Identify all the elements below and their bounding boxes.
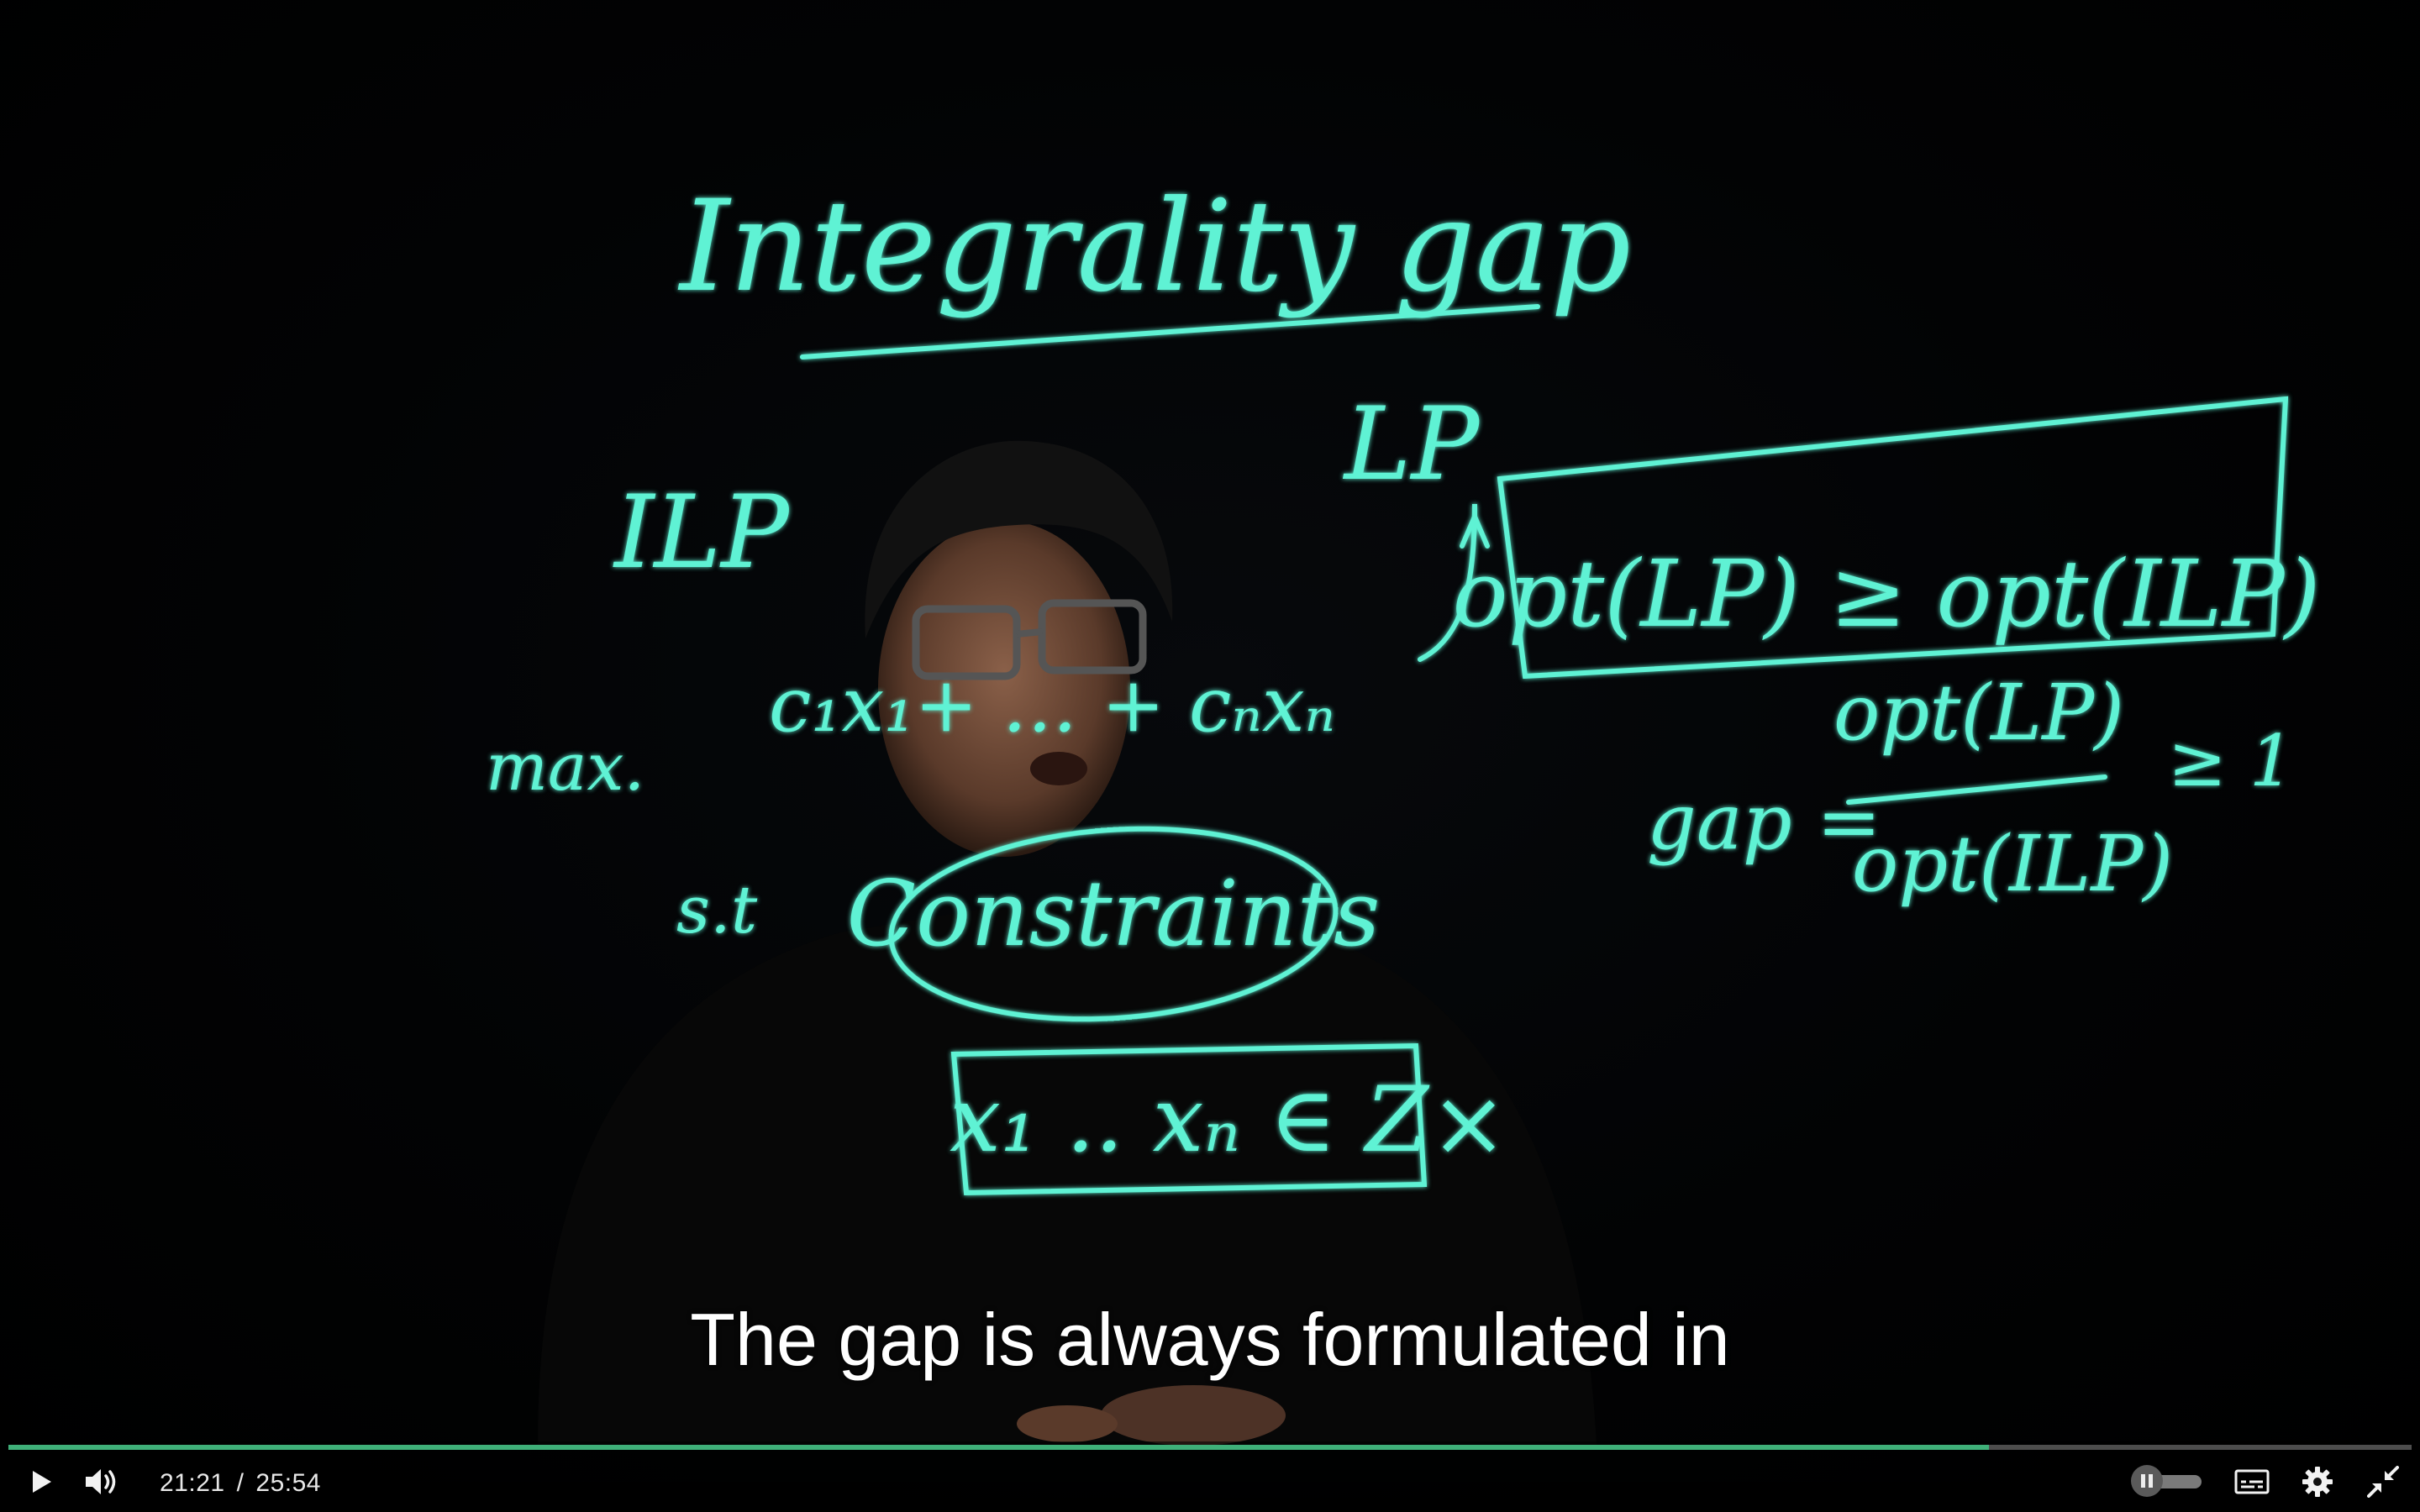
duration: 25:54: [255, 1469, 321, 1497]
board-gap-denominator: opt(ILP): [1851, 819, 2174, 909]
board-boxed-inequality: opt(LP) ≥ opt(ILP): [1452, 540, 2321, 648]
settings-button[interactable]: [2294, 1460, 2341, 1507]
progress-bar[interactable]: [8, 1445, 2412, 1450]
current-time: 21:21: [160, 1469, 225, 1497]
board-objective-prefix: max.: [486, 730, 645, 806]
board-lp-label: LP: [1344, 386, 1480, 503]
exit-fullscreen-button[interactable]: [2360, 1460, 2407, 1507]
pause-icon: [2131, 1465, 2163, 1497]
board-gap-numerator: opt(LP): [1833, 668, 2125, 758]
volume-button[interactable]: [77, 1460, 124, 1507]
exit-fullscreen-icon: [2367, 1466, 2399, 1502]
fraction-bar: [1849, 777, 2105, 802]
board-title: Integrality gap: [679, 174, 1632, 320]
play-button[interactable]: [17, 1460, 64, 1507]
time-separator: /: [236, 1469, 245, 1497]
captions-button[interactable]: [2228, 1460, 2275, 1507]
progress-played: [8, 1445, 1989, 1450]
board-integrality: x₁ .. xₙ ∈ Z: [950, 1068, 1428, 1173]
caption-text: The gap is always formulated in: [690, 1298, 1730, 1381]
playback-toggle[interactable]: [2131, 1468, 2203, 1494]
volume-icon: [82, 1465, 119, 1503]
time-display: [160, 1463, 321, 1504]
board-subject-to: s.t: [676, 873, 758, 948]
play-icon: [26, 1467, 55, 1500]
board-constraints: Constraints: [846, 862, 1381, 967]
closed-captions-icon: [2233, 1467, 2270, 1500]
board-cross-mark: ×: [1429, 1069, 1508, 1177]
board-ilp-label: ILP: [614, 475, 789, 591]
gear-icon: [2301, 1465, 2334, 1503]
control-bar: [0, 1441, 2420, 1512]
board-objective: c₁x₁+ … + cₙxₙ: [769, 661, 1336, 749]
board-gap-label: gap =: [1647, 777, 1881, 867]
board-gap-bound: ≥ 1: [2167, 720, 2295, 802]
